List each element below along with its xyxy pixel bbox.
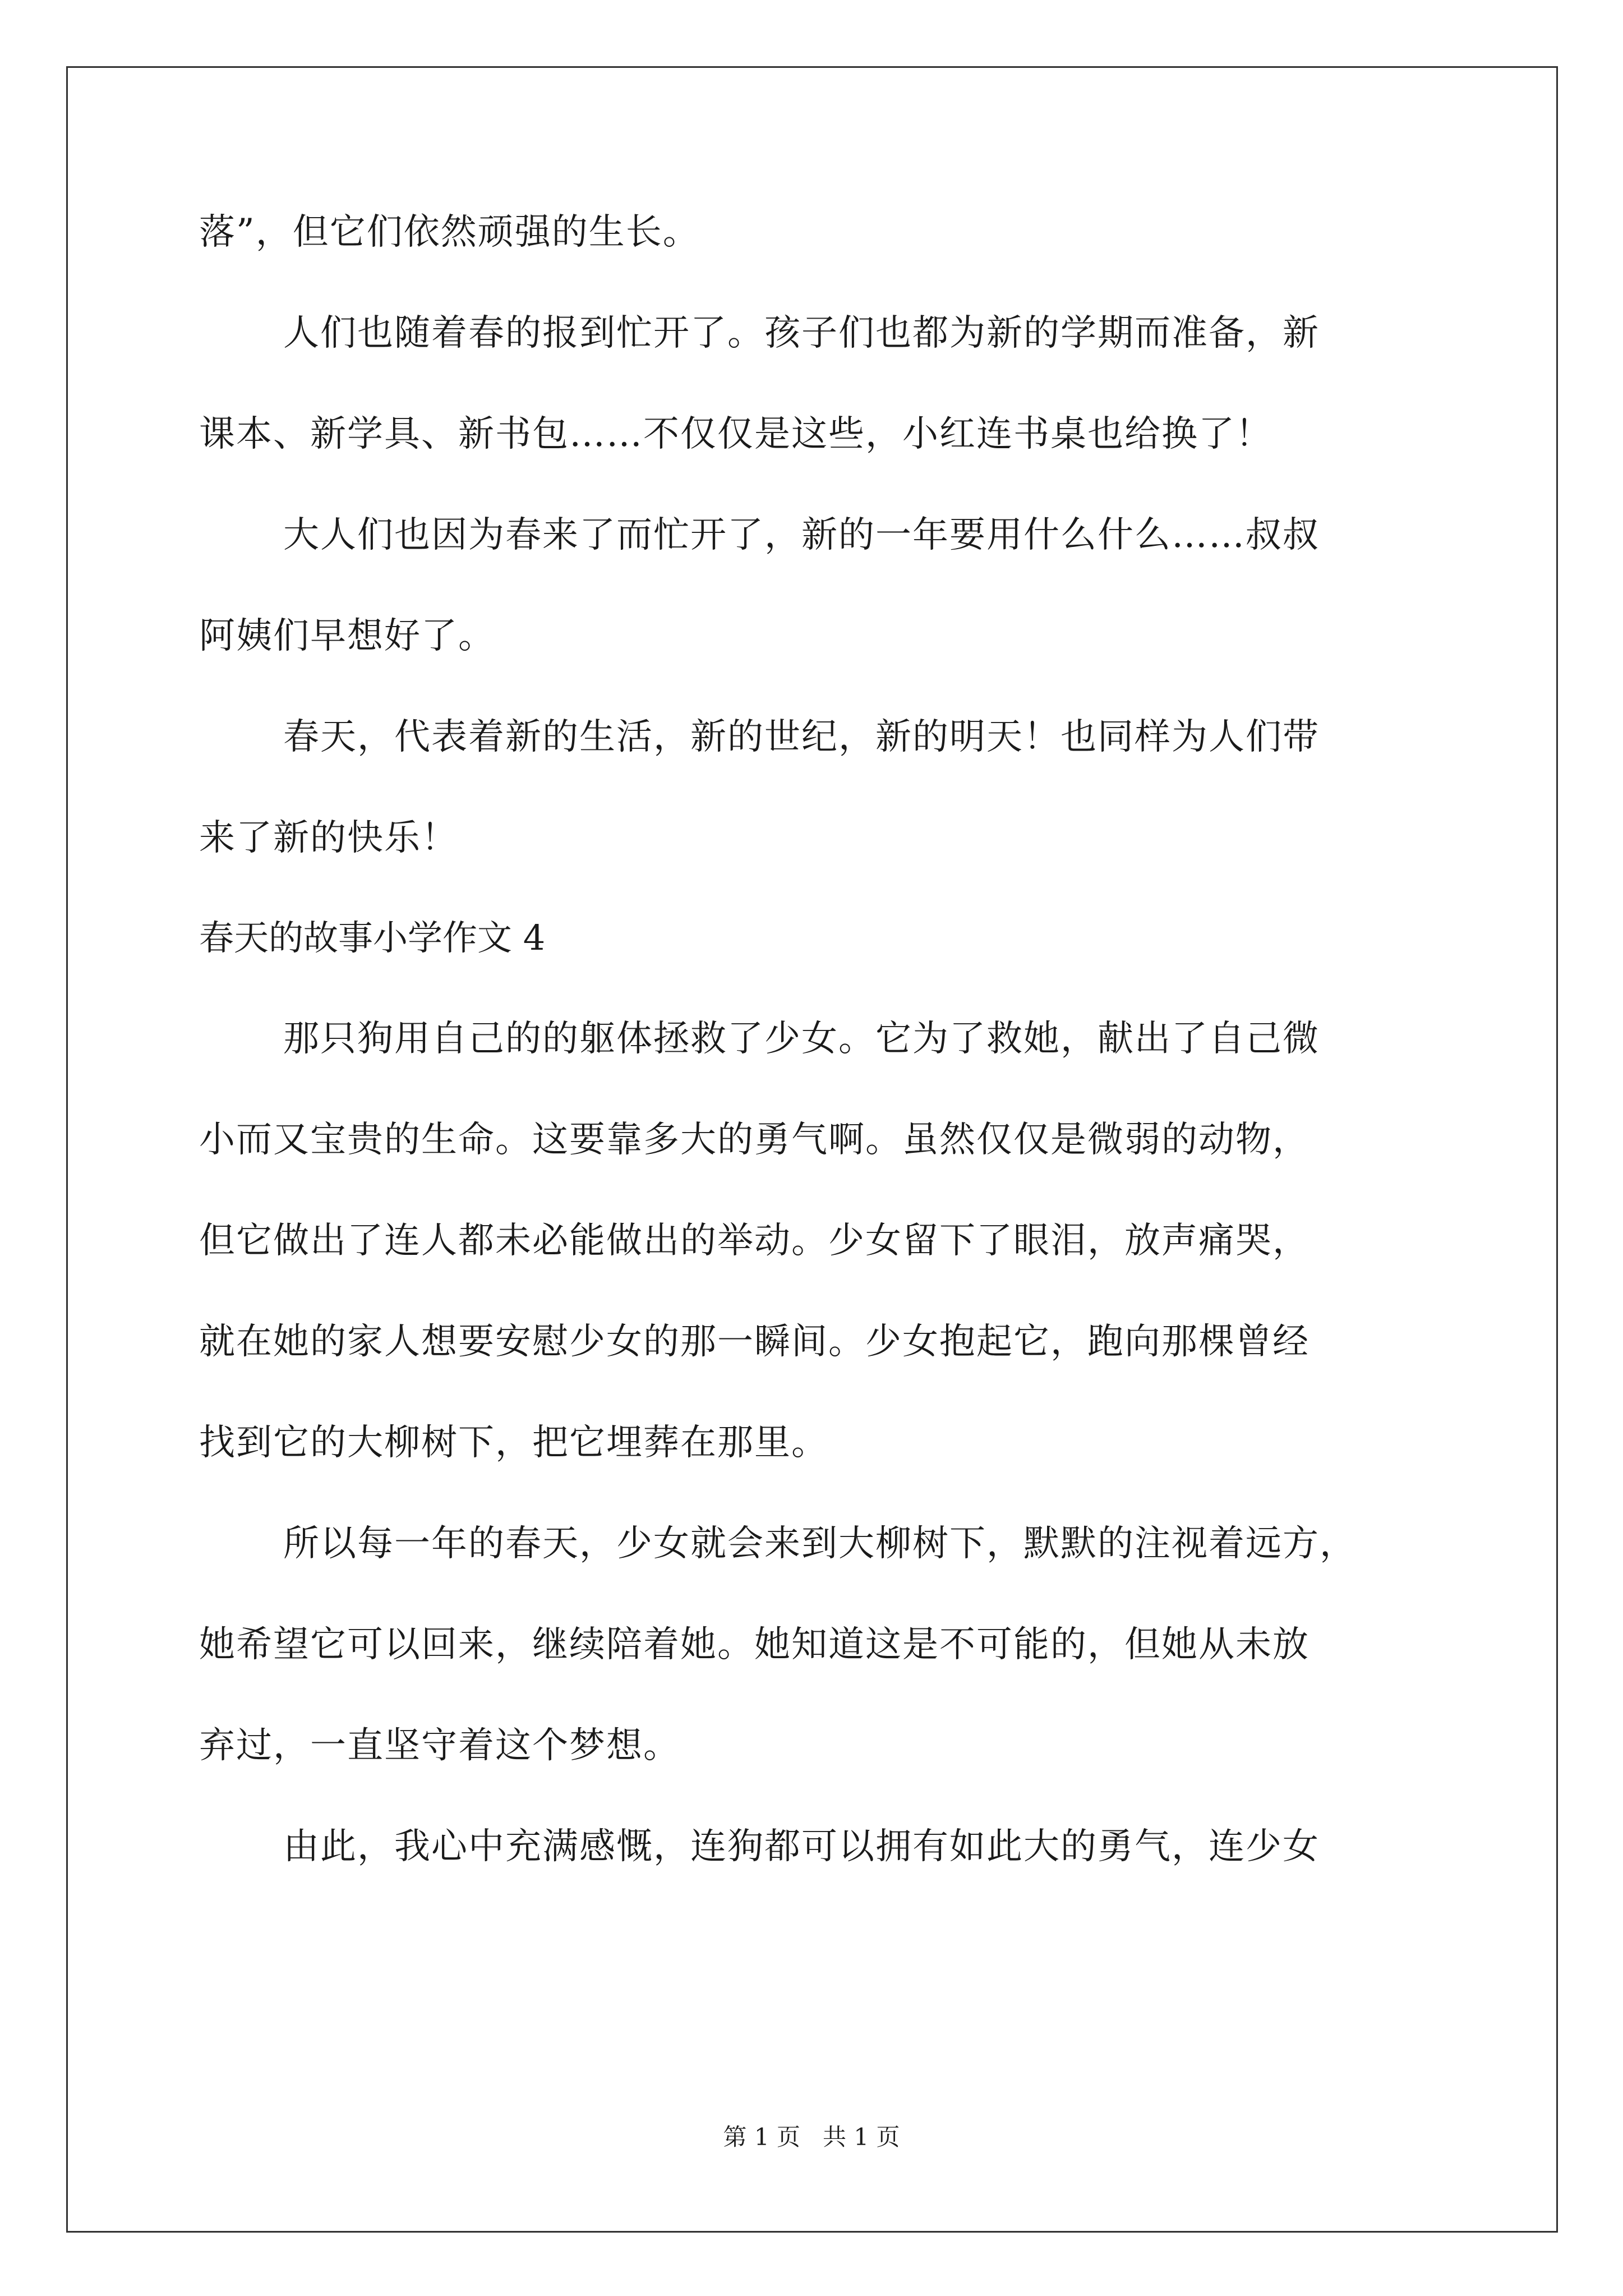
section-heading: 春天的故事小学作文 4 bbox=[199, 917, 546, 958]
text-line: 大人们也因为春来了而忙开了，新的一年要用什么什么……叔叔 bbox=[283, 514, 1320, 556]
text-line: 来了新的快乐！ bbox=[199, 817, 458, 859]
text-line: 小而又宝贵的生命。这要靠多大的勇气啊。虽然仅仅是微弱的动物， bbox=[199, 1119, 1310, 1161]
text-line: 弃过，一直坚守着这个梦想。 bbox=[199, 1725, 680, 1766]
text-line: 由此，我心中充满感慨，连狗都可以拥有如此大的勇气，连少女 bbox=[283, 1826, 1320, 1867]
text-line: 课本、新学具、新书包……不仅仅是这些，小红连书桌也给换了！ bbox=[199, 413, 1272, 455]
page-footer: 第 1 页 共 1 页 bbox=[723, 2123, 900, 2151]
text-line: 所以每一年的春天，少女就会来到大柳树下，默默的注视着远方， bbox=[283, 1523, 1357, 1565]
text-line: 落”，但它们依然顽强的生长。 bbox=[199, 211, 700, 253]
text-line: 那只狗用自己的的躯体拯救了少女。它为了救她，献出了自己微 bbox=[283, 1018, 1320, 1060]
text-line: 但它做出了连人都未必能做出的举动。少女留下了眼泪，放声痛哭， bbox=[199, 1220, 1310, 1262]
text-line: 找到它的大柳树下，把它埋葬在那里。 bbox=[199, 1422, 828, 1464]
text-line: 春天，代表着新的生活，新的世纪，新的明天！也同样为人们带 bbox=[283, 716, 1320, 758]
text-line: 就在她的家人想要安慰少女的那一瞬间。少女抱起它，跑向那棵曾经 bbox=[199, 1321, 1310, 1363]
text-line: 阿姨们早想好了。 bbox=[199, 615, 495, 657]
text-line: 人们也随着春的报到忙开了。孩子们也都为新的学期而准备，新 bbox=[283, 312, 1320, 354]
text-line: 她希望它可以回来，继续陪着她。她知道这是不可能的，但她从未放 bbox=[199, 1624, 1310, 1665]
